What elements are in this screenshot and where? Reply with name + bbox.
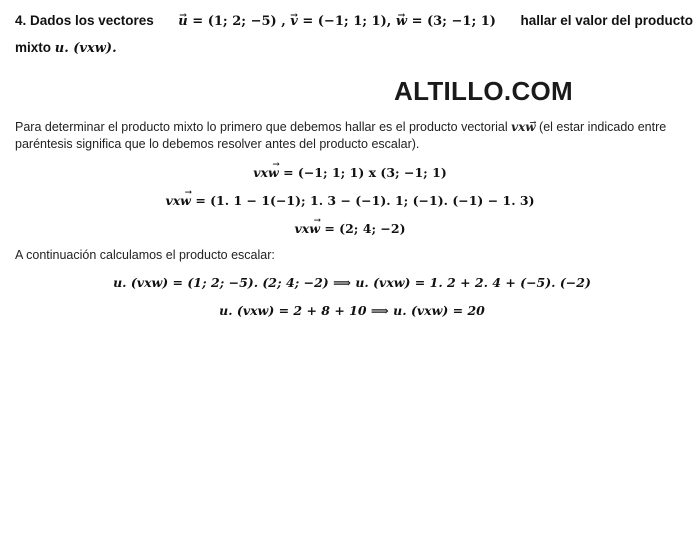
eq1-rhs: = (−1; 1; 1) x (3; −1; 1)	[283, 165, 447, 180]
eq3-rhs: = (2; 4; −2)	[324, 221, 406, 236]
problem-task-2: mixto	[15, 40, 52, 55]
vector-w-value: = (3; −1; 1)	[411, 14, 496, 29]
vector-v-value: = (−1; 1; 1),	[302, 14, 392, 29]
vector-u: → u	[178, 9, 187, 35]
equation-cross-result	[0, 221, 700, 236]
eq1-lhs: → vxw	[253, 165, 278, 180]
problem-label: 4. Dados los vectores	[15, 13, 154, 28]
intro-text-1: Para determinar el producto mixto lo primero que debemos hallar es el producto vectorial	[15, 120, 508, 134]
problem-line-2	[15, 35, 693, 62]
vector-v: → v	[290, 9, 298, 35]
equation-scalar-setup: u. (vxw) = (1; 2; −5). (2; 4; −2) ⟹ u. (vxw) = 1. 2 + 2. 4 + (−5). (−2)	[113, 275, 591, 290]
transition-text: A continuación calculamos el producto escalar:	[15, 248, 275, 262]
vector-u-value: = (1; 2; −5) ,	[192, 14, 286, 29]
equation-scalar-result: u. (vxw) = 2 + 8 + 10 ⟹ u. (vxw) = 20	[219, 303, 485, 318]
vector-u-definition	[178, 9, 496, 35]
mixed-product-expression: u. (vxw).	[54, 41, 117, 56]
equation-cross-setup	[0, 165, 700, 180]
problem-line-1	[15, 8, 693, 35]
eq2-rhs: = (1. 1 − 1(−1); 1. 3 − (−1). 1; (−1). (−1) − 1. 3)	[195, 193, 535, 208]
intro-vxw: → vxw	[511, 119, 535, 136]
altillo-watermark: ALTILLO.COM	[394, 76, 574, 106]
eq2-lhs: → vxw	[165, 193, 190, 208]
problem-task: hallar el valor del producto	[520, 13, 693, 28]
problem-statement	[15, 8, 693, 62]
eq3-lhs: → vxw	[295, 221, 320, 236]
intro-text-2: (el estar indicado entre paréntesis significa que lo debemos resolver antes del producto escalar).	[15, 120, 667, 151]
intro-paragraph	[15, 119, 695, 153]
vector-w: → w	[396, 9, 407, 35]
equation-cross-expansion	[0, 193, 700, 208]
